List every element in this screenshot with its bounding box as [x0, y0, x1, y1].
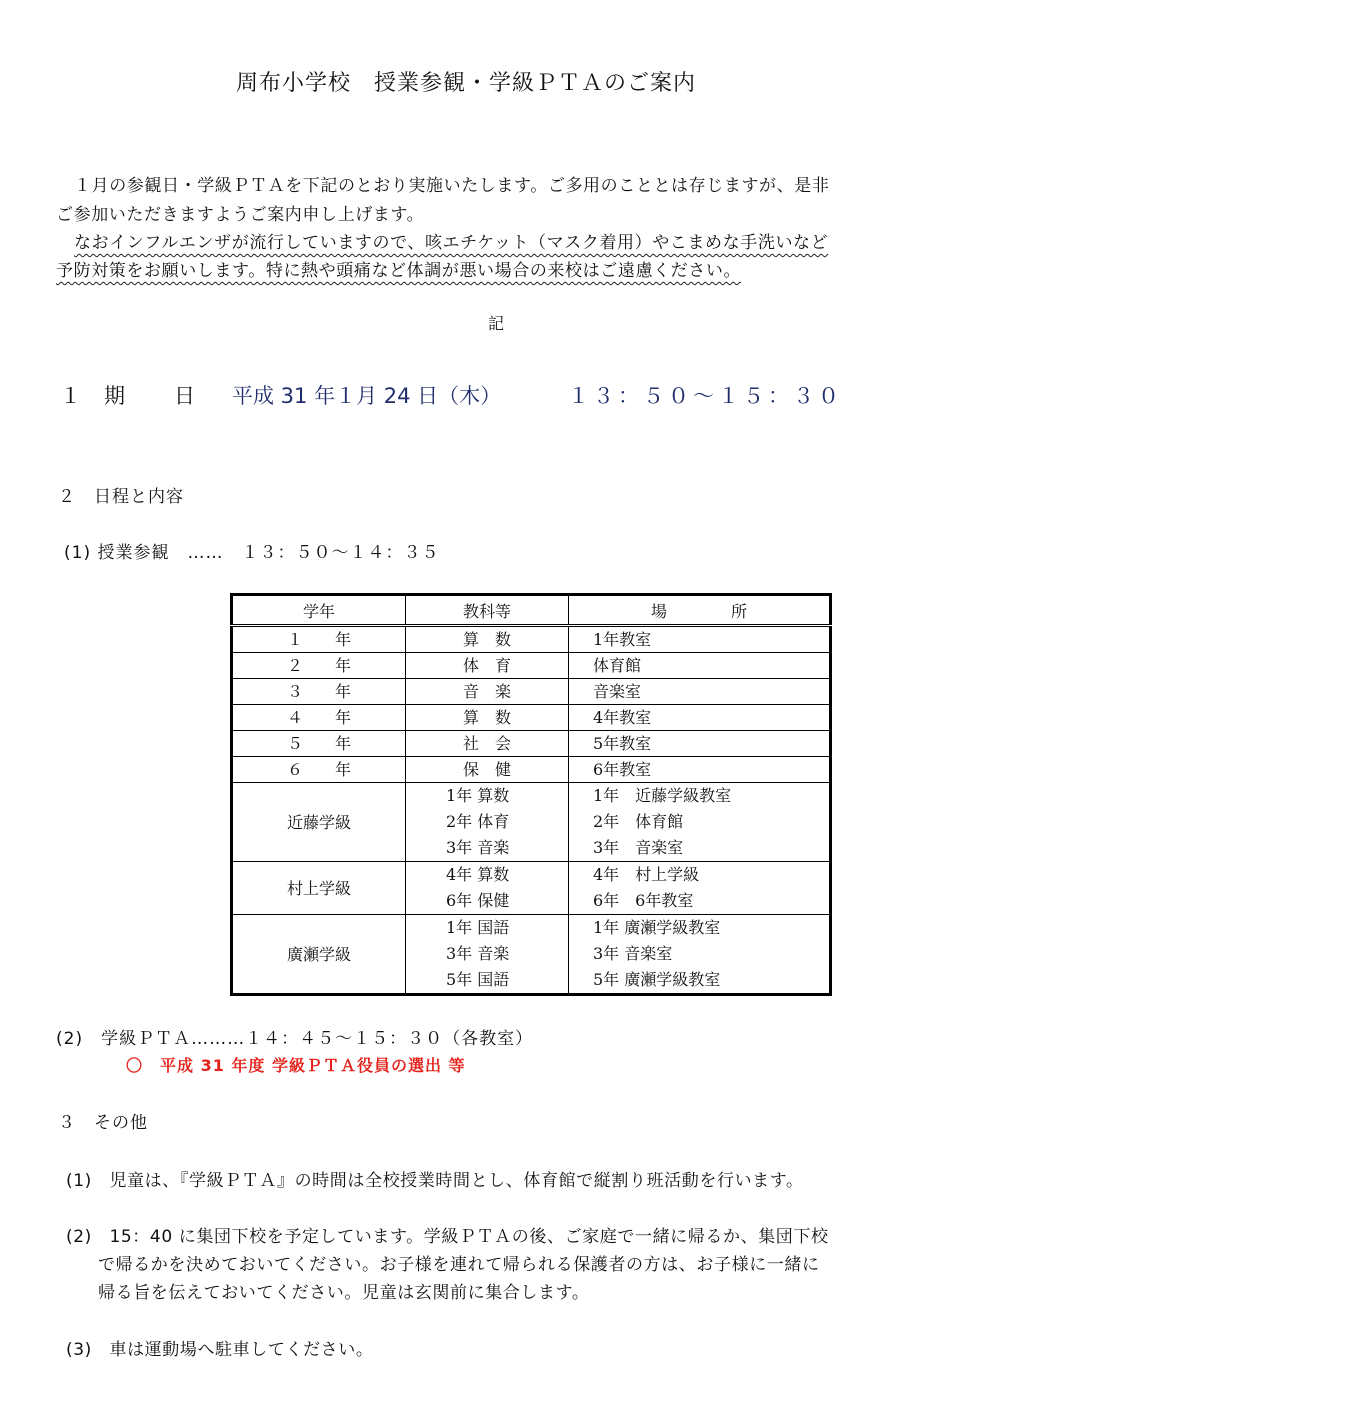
place-cell: 4年教室	[569, 705, 831, 731]
grade-cell: ５ 年	[232, 731, 406, 757]
grade-cell: 近藤学級	[232, 783, 406, 862]
section-2-heading: ２ 日程と内容	[58, 487, 184, 507]
table-row	[232, 915, 831, 995]
place-entry: 2年 体育館	[593, 812, 684, 831]
other-note-2-line-1: (2) 15：40 に集団下校を予定しています。学級ＰＴＡの後、ご家庭で一緒に帰るか、集団下校	[66, 1227, 829, 1247]
place-cell	[569, 915, 831, 995]
place-cell: 5年教室	[569, 731, 831, 757]
subject-entry: 2年 体育	[446, 812, 510, 831]
ki-marker: 記	[488, 314, 505, 333]
subject-cell: 社 会	[406, 731, 569, 757]
place-cell: 6年教室	[569, 757, 831, 783]
subject-cell: 体 育	[406, 653, 569, 679]
subject-cell	[406, 915, 569, 995]
place-entry: 1年 近藤学級教室	[593, 786, 732, 805]
table-header-row	[232, 595, 831, 626]
other-note-1: (1) 児童は、『学級ＰＴＡ』の時間は全校授業時間とし、体育館で縦割り班活動を行います。	[66, 1171, 804, 1191]
table-row	[232, 731, 831, 757]
subject-entry: 3年 音楽	[446, 944, 510, 963]
intro-line-1: １月の参観日・学級ＰＴＡを下記のとおり実施いたします。ご多用のこととは存じますが、是非	[74, 176, 830, 196]
place-cell	[569, 783, 831, 862]
other-note-3: (3) 車は運動場へ駐車してください。	[66, 1340, 374, 1360]
subject-entry: 1年 算数	[446, 786, 510, 805]
subject-entry: 6年 保健	[446, 891, 510, 910]
schedule-table	[230, 593, 832, 996]
subject-entry: 5年 国語	[446, 970, 510, 989]
grade-cell: ４ 年	[232, 705, 406, 731]
event-date: 平成 31 年１月 24 日（木）	[232, 384, 502, 408]
place-cell: 体育館	[569, 653, 831, 679]
intro-line-2: ご参加いただきますようご案内申し上げます。	[56, 205, 425, 225]
header-subject: 教科等	[406, 595, 569, 626]
page-title: 周布小学校 授業参観・学級ＰＴＡのご案内	[236, 71, 697, 96]
warning-line-1: なおインフルエンザが流行していますので、咳エチケット（マスク着用）やこまめな手洗いなど	[74, 233, 829, 253]
subject-entry: 3年 音楽	[446, 838, 510, 857]
grade-cell: ２ 年	[232, 653, 406, 679]
grade-cell: 廣瀬学級	[232, 915, 406, 995]
subject-cell	[406, 783, 569, 862]
other-note-2-line-3: 帰る旨を伝えておいてください。児童は玄関前に集合します。	[98, 1283, 590, 1303]
header-grade: 学年	[232, 595, 406, 626]
grade-cell: １ 年	[232, 626, 406, 653]
table-row	[232, 783, 831, 862]
place-entry: 6年 6年教室	[593, 891, 694, 910]
place-entry: 5年 廣瀬学級教室	[593, 970, 721, 989]
grade-cell: 村上学級	[232, 862, 406, 915]
subject-cell	[406, 862, 569, 915]
warning-line-2: 予防対策をお願いします。特に熱や頭痛など体調が悪い場合の来校はご遠慮ください。	[56, 261, 742, 281]
table-row	[232, 705, 831, 731]
item1-number: １	[60, 384, 81, 408]
place-cell: 1年教室	[569, 626, 831, 653]
place-entry: 3年 音楽室	[593, 838, 684, 857]
other-note-2-line-2: で帰るかを決めておいてください。お子様を連れて帰られる保護者の方は、お子様に一緒に	[98, 1255, 820, 1275]
table-row	[232, 626, 831, 653]
subject-entry: 4年 算数	[446, 865, 510, 884]
place-entry: 1年 廣瀬学級教室	[593, 918, 721, 937]
place-cell: 音楽室	[569, 679, 831, 705]
grade-cell: ３ 年	[232, 679, 406, 705]
subject-cell: 保 健	[406, 757, 569, 783]
table-row	[232, 679, 831, 705]
section-3-heading: ３ その他	[58, 1113, 148, 1133]
event-time: １３：５０〜１５：３０	[568, 384, 843, 408]
class-pta-heading: (2) 学級ＰＴＡ………１４：４５〜１５：３０（各教室）	[56, 1029, 534, 1049]
observation-heading: (1) 授業参観 …… １３：５０〜１４：３５	[64, 543, 440, 563]
table-row	[232, 862, 831, 915]
place-cell	[569, 862, 831, 915]
item1-label: 期 日	[104, 384, 209, 408]
subject-cell: 音 楽	[406, 679, 569, 705]
place-entry: 4年 村上学級	[593, 865, 700, 884]
grade-cell: ６ 年	[232, 757, 406, 783]
header-place: 場 所	[569, 595, 831, 626]
table-row	[232, 653, 831, 679]
subject-cell: 算 数	[406, 705, 569, 731]
pta-officer-note: 〇 平成 31 年度 学級ＰＴＡ役員の選出 等	[126, 1056, 466, 1075]
subject-cell: 算 数	[406, 626, 569, 653]
subject-entry: 1年 国語	[446, 918, 510, 937]
place-entry: 3年 音楽室	[593, 944, 673, 963]
table-row	[232, 757, 831, 783]
